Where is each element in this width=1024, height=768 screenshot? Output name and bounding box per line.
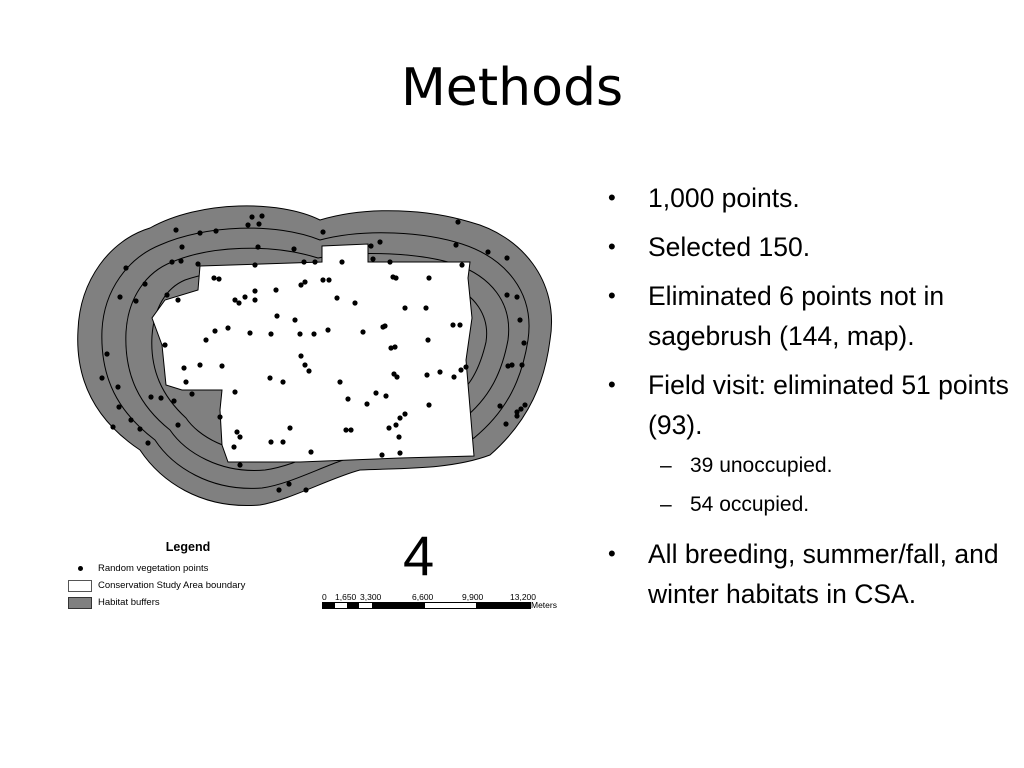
- habitat-map: [60, 200, 580, 540]
- scale-tick-label: 6,600: [412, 592, 434, 602]
- vegetation-point: [237, 434, 242, 439]
- black-dot-icon: [68, 563, 92, 574]
- vegetation-point: [268, 439, 273, 444]
- legend-label: Habitat buffers: [98, 597, 160, 608]
- bullet-item: [608, 178, 1013, 218]
- vegetation-point: [169, 259, 174, 264]
- vegetation-point: [234, 429, 239, 434]
- vegetation-point: [339, 259, 344, 264]
- legend-label: Random vegetation points: [98, 563, 209, 574]
- scale-bar: [322, 592, 582, 622]
- bullet-list: [608, 178, 1013, 623]
- scale-bar-graphic: [322, 602, 531, 609]
- legend-title: Legend: [165, 540, 211, 554]
- vegetation-point: [311, 331, 316, 336]
- vegetation-point: [308, 449, 313, 454]
- vegetation-point: [211, 275, 216, 280]
- vegetation-point: [457, 322, 462, 327]
- bullet-icon: •: [608, 541, 616, 566]
- vegetation-point: [437, 369, 442, 374]
- vegetation-point: [116, 404, 121, 409]
- sub-bullet-item: [608, 490, 1013, 520]
- vegetation-point: [514, 294, 519, 299]
- vegetation-point: [273, 287, 278, 292]
- vegetation-point: [377, 239, 382, 244]
- vegetation-point: [320, 277, 325, 282]
- vegetation-point: [245, 222, 250, 227]
- vegetation-point: [397, 450, 402, 455]
- vegetation-point: [337, 379, 342, 384]
- vegetation-point: [175, 297, 180, 302]
- vegetation-point: [334, 295, 339, 300]
- vegetation-point: [189, 391, 194, 396]
- vegetation-point: [383, 393, 388, 398]
- vegetation-point: [259, 213, 264, 218]
- vegetation-point: [458, 367, 463, 372]
- vegetation-point: [453, 242, 458, 247]
- bullet-text: 1,000 points.: [648, 183, 800, 213]
- vegetation-point: [386, 425, 391, 430]
- vegetation-point: [424, 372, 429, 377]
- vegetation-point: [364, 401, 369, 406]
- vegetation-point: [522, 402, 527, 407]
- vegetation-point: [237, 462, 242, 467]
- vegetation-point: [212, 328, 217, 333]
- vegetation-point: [164, 292, 169, 297]
- grey-box-icon: [68, 597, 92, 609]
- sub-bullet-text: 39 unoccupied.: [690, 454, 833, 477]
- scale-tick-label: 13,200: [510, 592, 536, 602]
- vegetation-point: [463, 364, 468, 369]
- vegetation-point: [298, 282, 303, 287]
- vegetation-point: [519, 362, 524, 367]
- vegetation-point: [115, 384, 120, 389]
- vegetation-point: [137, 426, 142, 431]
- vegetation-point: [225, 325, 230, 330]
- vegetation-point: [402, 305, 407, 310]
- vegetation-point: [287, 425, 292, 430]
- vegetation-point: [425, 337, 430, 342]
- vegetation-point: [162, 342, 167, 347]
- vegetation-point: [183, 379, 188, 384]
- vegetation-point: [236, 300, 241, 305]
- vegetation-point: [219, 363, 224, 368]
- bullet-text: All breeding, summer/fall, and winter habitats in CSA.: [648, 539, 999, 609]
- bullet-text: Eliminated 6 points not in sagebrush (144, map).: [648, 281, 945, 351]
- legend-item-points: [68, 560, 278, 577]
- vegetation-point: [521, 340, 526, 345]
- vegetation-point: [276, 487, 281, 492]
- legend-item-boundary: [68, 577, 278, 594]
- vegetation-point: [217, 414, 222, 419]
- vegetation-point: [252, 288, 257, 293]
- vegetation-point: [352, 300, 357, 305]
- vegetation-point: [326, 277, 331, 282]
- vegetation-point: [402, 411, 407, 416]
- map-figure: [60, 200, 580, 630]
- bullet-text: Field visit: eliminated 51 points (93).: [648, 370, 1009, 440]
- vegetation-point: [142, 281, 147, 286]
- vegetation-point: [148, 394, 153, 399]
- figure-number: 4: [403, 524, 435, 587]
- vegetation-point: [379, 452, 384, 457]
- vegetation-point: [203, 337, 208, 342]
- vegetation-point: [297, 331, 302, 336]
- bullet-item: [608, 227, 1013, 267]
- vegetation-point: [426, 402, 431, 407]
- vegetation-point: [517, 317, 522, 322]
- vegetation-point: [320, 229, 325, 234]
- vegetation-point: [485, 249, 490, 254]
- scale-unit: Meters: [531, 600, 557, 610]
- vegetation-point: [373, 390, 378, 395]
- vegetation-point: [255, 244, 260, 249]
- vegetation-point: [380, 324, 385, 329]
- vegetation-point: [231, 444, 236, 449]
- vegetation-point: [306, 368, 311, 373]
- scale-tick-label: 1,650: [335, 592, 357, 602]
- vegetation-point: [117, 294, 122, 299]
- legend-item-buffers: [68, 594, 278, 611]
- vegetation-point: [343, 427, 348, 432]
- vegetation-point: [504, 255, 509, 260]
- vegetation-point: [368, 243, 373, 248]
- bullet-icon: •: [608, 185, 616, 210]
- vegetation-point: [280, 439, 285, 444]
- vegetation-point: [268, 331, 273, 336]
- dash-icon: –: [660, 454, 672, 477]
- vegetation-point: [252, 297, 257, 302]
- vegetation-point: [451, 374, 456, 379]
- vegetation-point: [173, 227, 178, 232]
- vegetation-point: [267, 375, 272, 380]
- vegetation-point: [123, 265, 128, 270]
- vegetation-point: [179, 244, 184, 249]
- vegetation-point: [128, 417, 133, 422]
- scale-tick-label: 9,900: [462, 592, 484, 602]
- vegetation-point: [256, 221, 261, 226]
- vegetation-point: [325, 327, 330, 332]
- vegetation-point: [497, 403, 502, 408]
- vegetation-point: [298, 353, 303, 358]
- vegetation-point: [393, 422, 398, 427]
- bullet-item: [608, 534, 1013, 614]
- vegetation-point: [394, 374, 399, 379]
- vegetation-point: [110, 424, 115, 429]
- vegetation-point: [175, 422, 180, 427]
- scale-tick-label: 0: [322, 592, 327, 602]
- vegetation-point: [133, 298, 138, 303]
- vegetation-point: [505, 363, 510, 368]
- vegetation-point: [99, 375, 104, 380]
- bullet-item: [608, 276, 1013, 356]
- vegetation-point: [274, 313, 279, 318]
- sub-bullet-text: 54 occupied.: [690, 493, 810, 516]
- vegetation-point: [503, 421, 508, 426]
- map-legend: [68, 540, 278, 611]
- vegetation-point: [213, 228, 218, 233]
- scale-tick-label: 3,300: [360, 592, 382, 602]
- vegetation-point: [370, 256, 375, 261]
- vegetation-point: [504, 292, 509, 297]
- vegetation-point: [242, 294, 247, 299]
- vegetation-point: [423, 305, 428, 310]
- vegetation-point: [392, 344, 397, 349]
- vegetation-point: [514, 413, 519, 418]
- vegetation-point: [312, 259, 317, 264]
- vegetation-point: [249, 214, 254, 219]
- vegetation-point: [216, 276, 221, 281]
- bullet-icon: •: [608, 234, 616, 259]
- vegetation-point: [252, 262, 257, 267]
- vegetation-point: [360, 329, 365, 334]
- vegetation-point: [232, 389, 237, 394]
- vegetation-point: [450, 322, 455, 327]
- vegetation-point: [518, 406, 523, 411]
- sub-bullet-item: [608, 451, 1013, 481]
- vegetation-point: [280, 379, 285, 384]
- vegetation-point: [301, 259, 306, 264]
- bullet-item: [608, 365, 1013, 445]
- slide-title: Methods: [400, 58, 624, 118]
- vegetation-point: [197, 230, 202, 235]
- vegetation-point: [291, 246, 296, 251]
- vegetation-point: [181, 365, 186, 370]
- vegetation-point: [145, 440, 150, 445]
- bullet-text: Selected 150.: [648, 232, 811, 262]
- vegetation-point: [104, 351, 109, 356]
- bullet-icon: •: [608, 283, 616, 308]
- vegetation-point: [303, 487, 308, 492]
- vegetation-point: [393, 275, 398, 280]
- vegetation-point: [459, 262, 464, 267]
- vegetation-point: [195, 261, 200, 266]
- vegetation-point: [345, 396, 350, 401]
- vegetation-point: [397, 415, 402, 420]
- vegetation-point: [302, 362, 307, 367]
- dash-icon: –: [660, 493, 672, 516]
- vegetation-point: [396, 434, 401, 439]
- vegetation-point: [292, 317, 297, 322]
- vegetation-point: [197, 362, 202, 367]
- bullet-icon: •: [608, 372, 616, 397]
- vegetation-point: [387, 259, 392, 264]
- vegetation-point: [286, 481, 291, 486]
- vegetation-point: [455, 219, 460, 224]
- vegetation-point: [348, 427, 353, 432]
- vegetation-point: [426, 275, 431, 280]
- vegetation-point: [171, 398, 176, 403]
- legend-label: Conservation Study Area boundary: [98, 580, 246, 591]
- white-box-icon: [68, 580, 92, 592]
- vegetation-point: [178, 258, 183, 263]
- vegetation-point: [247, 330, 252, 335]
- vegetation-point: [158, 395, 163, 400]
